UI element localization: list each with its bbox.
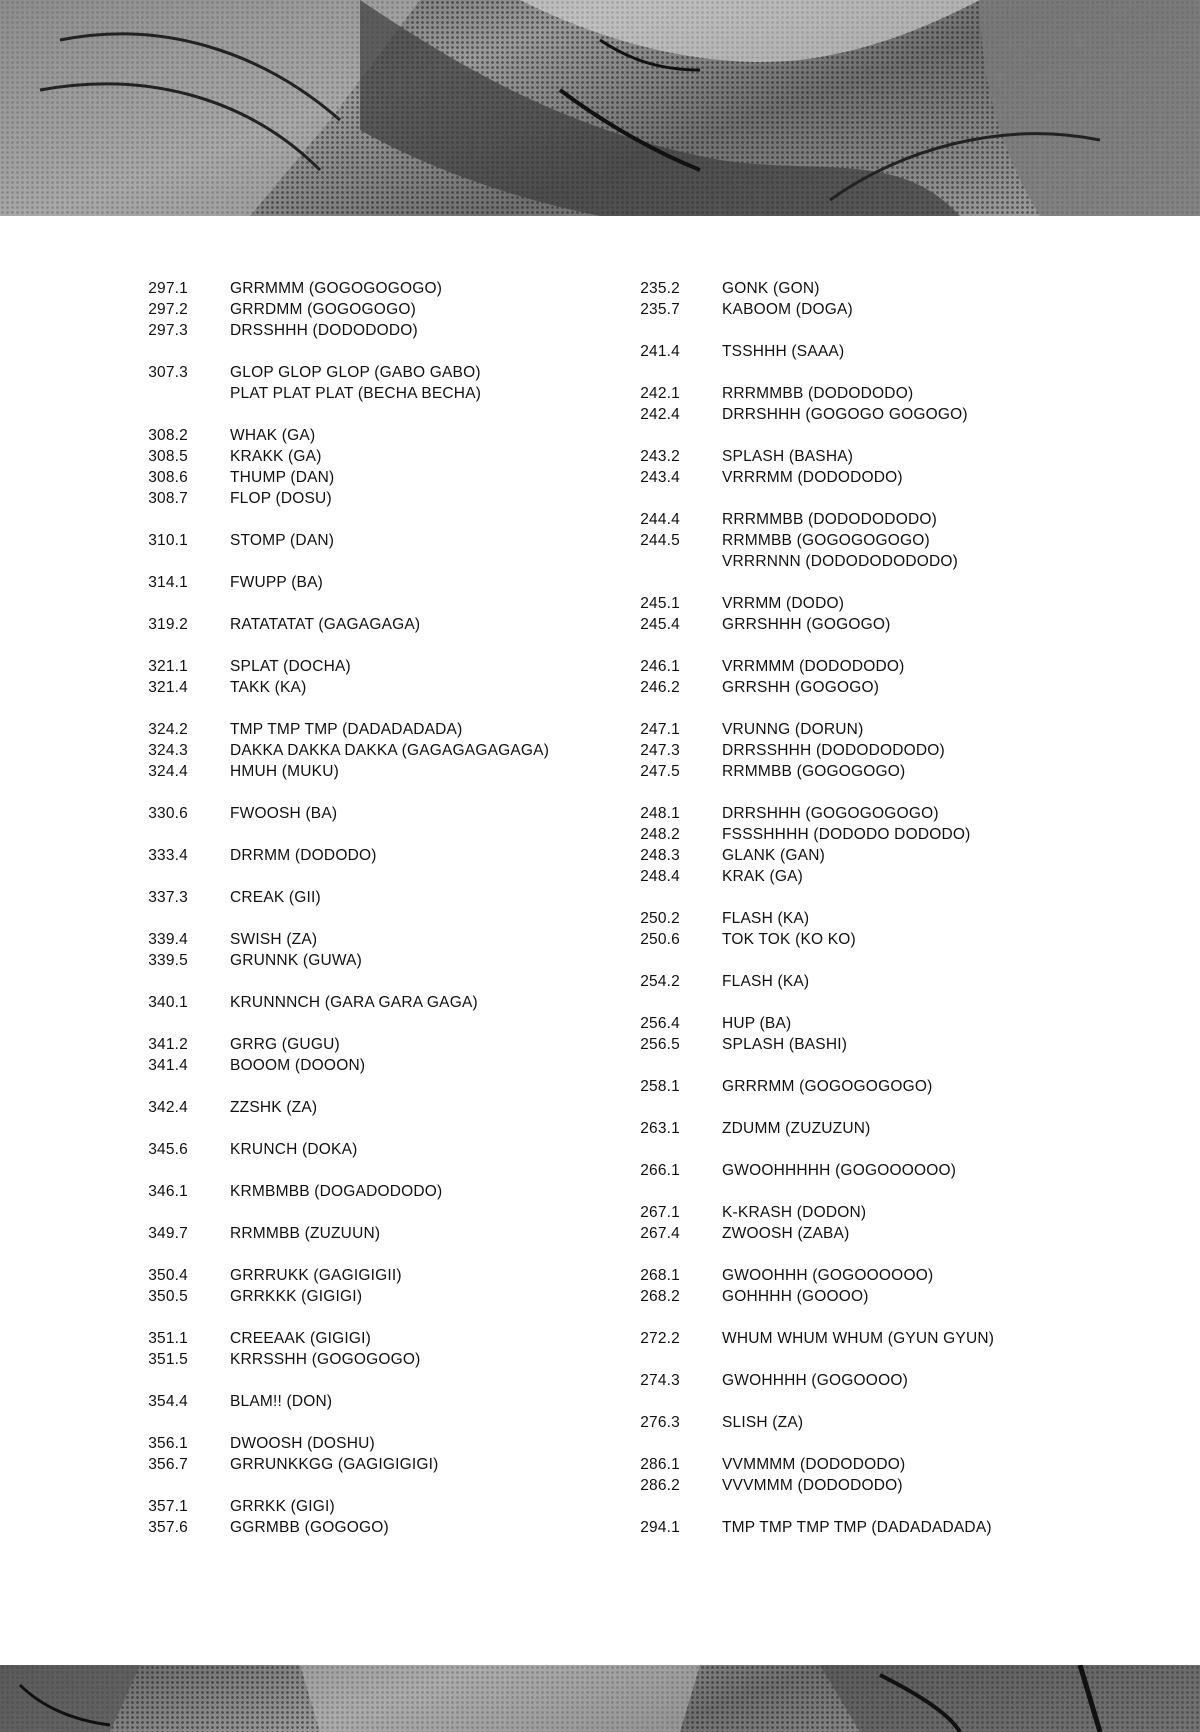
- sfx-entry: [592, 803, 1132, 887]
- page-panel-number: 354.4: [148, 1393, 188, 1410]
- page-panel-number: 246.2: [640, 679, 680, 696]
- sfx-translations: [230, 845, 600, 866]
- page-panel-numbers: [100, 1433, 188, 1475]
- sfx-entry: [592, 719, 1132, 782]
- sfx-translation: BLAM!! (DON): [230, 1393, 333, 1410]
- page-panel-numbers: [592, 1118, 680, 1139]
- sfx-translation: WHAK (GA): [230, 427, 316, 444]
- sfx-translation: TMP TMP TMP TMP (DADADADADA): [722, 1519, 992, 1536]
- page-panel-number: 345.6: [148, 1141, 188, 1158]
- page-panel-number: 324.3: [148, 742, 188, 759]
- sfx-translation: GRRKK (GIGI): [230, 1498, 335, 1515]
- sfx-translation: HMUH (MUKU): [230, 763, 339, 780]
- sfx-translation: KRMBMBB (DOGADODODO): [230, 1183, 443, 1200]
- sfx-translation: GWOOHHH (GOGOOOOOO): [722, 1267, 934, 1284]
- page-panel-numbers: [100, 1391, 188, 1412]
- sfx-translations: [722, 719, 1132, 782]
- page-panel-number: 351.1: [148, 1330, 188, 1347]
- page-panel-number: 340.1: [148, 994, 188, 1011]
- sfx-translation: GWOOHHHHH (GOGOOOOOO): [722, 1162, 957, 1179]
- sfx-entry: [592, 1517, 1132, 1538]
- page-panel-number: 242.4: [640, 406, 680, 423]
- sfx-translation: VVVMMM (DODODODO): [722, 1477, 903, 1494]
- page-panel-numbers: [592, 971, 680, 992]
- sfx-entry: [100, 1034, 600, 1076]
- sfx-translations: [722, 1076, 1132, 1097]
- page-panel-number: 341.2: [148, 1036, 188, 1053]
- page-panel-number: 248.3: [640, 847, 680, 864]
- sfx-entry: [592, 446, 1132, 488]
- sfx-translation: KRAKK (GA): [230, 448, 322, 465]
- bottom-panel-drawing: [0, 1665, 1200, 1732]
- sfx-translations: [722, 971, 1132, 992]
- page-panel-numbers: [100, 1181, 188, 1202]
- page-panel-numbers: [592, 908, 680, 950]
- sfx-entry: [592, 1370, 1132, 1391]
- sfx-translation: FLASH (KA): [722, 973, 810, 990]
- sfx-translation: VRRRNNN (DODODODODODO): [722, 553, 959, 570]
- sfx-translation: RRMMBB (GOGOGOGOGO): [722, 532, 930, 549]
- page-panel-number: 321.1: [148, 658, 188, 675]
- page-panel-number: 308.7: [148, 490, 188, 507]
- page-panel-number: 337.3: [148, 889, 188, 906]
- page-panel-number: 245.1: [640, 595, 680, 612]
- page-panel-number: 350.5: [148, 1288, 188, 1305]
- page-panel-number: 268.1: [640, 1267, 680, 1284]
- page-panel-numbers: [592, 383, 680, 425]
- sfx-entry: [592, 383, 1132, 425]
- page-panel-numbers: [100, 1139, 188, 1160]
- top-manga-panel: [0, 0, 1200, 216]
- sfx-translations: [722, 1265, 1132, 1307]
- sfx-entry: [100, 992, 600, 1013]
- page-panel-number: 339.4: [148, 931, 188, 948]
- sfx-translation: VRUNNG (DORUN): [722, 721, 864, 738]
- sfx-translation: KRUNNNCH (GARA GARA GAGA): [230, 994, 478, 1011]
- page-panel-number: 276.3: [640, 1414, 680, 1431]
- sfx-translation: WHUM WHUM WHUM (GYUN GYUN): [722, 1330, 995, 1347]
- sfx-translation: GRRSHH (GOGOGO): [722, 679, 880, 696]
- sfx-entry: [100, 719, 600, 782]
- page-panel-numbers: [592, 1160, 680, 1181]
- sfx-entry: [100, 1433, 600, 1475]
- sfx-translation: FWUPP (BA): [230, 574, 323, 591]
- sfx-translations: [722, 908, 1132, 950]
- sfx-translations: [722, 656, 1132, 698]
- page-panel-number: 242.1: [640, 385, 680, 402]
- sfx-translation: ZZSHK (ZA): [230, 1099, 318, 1116]
- sfx-translation: ZDUMM (ZUZUZUN): [722, 1120, 871, 1137]
- page-panel-number: 310.1: [148, 532, 188, 549]
- sfx-translation: KABOOM (DOGA): [722, 301, 853, 318]
- page-panel-number: 321.4: [148, 679, 188, 696]
- sfx-translations: [230, 803, 600, 824]
- sfx-translation: K-KRASH (DODON): [722, 1204, 867, 1221]
- sfx-translations: [230, 1034, 600, 1076]
- page-panel-number: 250.6: [640, 931, 680, 948]
- sfx-translation: GRRSHHH (GOGOGO): [722, 616, 891, 633]
- page-panel-number: 263.1: [640, 1120, 680, 1137]
- page-panel-numbers: [592, 1454, 680, 1496]
- sfx-translations: [722, 1118, 1132, 1139]
- sfx-translation: SWISH (ZA): [230, 931, 318, 948]
- page-panel-number: 235.7: [640, 301, 680, 318]
- sfx-translation: GRRDMM (GOGOGOGO): [230, 301, 416, 318]
- page-panel-number: 248.2: [640, 826, 680, 843]
- sfx-entry: [592, 341, 1132, 362]
- sfx-translations: [230, 362, 600, 404]
- page-panel-numbers: [592, 446, 680, 488]
- sfx-translation: KRAK (GA): [722, 868, 804, 885]
- sfx-translation: TAKK (KA): [230, 679, 307, 696]
- sfx-translations: [230, 1496, 600, 1538]
- sfx-translation: VRRMMM (DODODODO): [722, 658, 905, 675]
- sfx-entry: [592, 1118, 1132, 1139]
- sfx-translations: [722, 1370, 1132, 1391]
- sfx-translation: FSSSHHHH (DODODO DODODO): [722, 826, 971, 843]
- sfx-translations: [230, 719, 600, 782]
- sfx-translation: GRRUNKKGG (GAGIGIGIGI): [230, 1456, 439, 1473]
- page-panel-number: 357.1: [148, 1498, 188, 1515]
- sfx-translations: [722, 1160, 1132, 1181]
- sfx-translation: GOHHHH (GOOOO): [722, 1288, 869, 1305]
- sfx-entry: [592, 1328, 1132, 1349]
- sfx-translations: [722, 1412, 1132, 1433]
- page-panel-numbers: [592, 1202, 680, 1244]
- page-panel-numbers: [100, 719, 188, 782]
- sfx-translation: TMP TMP TMP (DADADADADA): [230, 721, 463, 738]
- sfx-translation: DRRMM (DODODO): [230, 847, 377, 864]
- sfx-translation: RRRMMBB (DODODODODO): [722, 511, 937, 528]
- sfx-translations: [230, 1181, 600, 1202]
- sfx-entry: [100, 1139, 600, 1160]
- page-panel-number: 324.4: [148, 763, 188, 780]
- sfx-translation: HUP (BA): [722, 1015, 792, 1032]
- page-panel-number: 250.2: [640, 910, 680, 927]
- page-panel-number: 286.2: [640, 1477, 680, 1494]
- page-panel-number: 244.4: [640, 511, 680, 528]
- sfx-entry: [100, 803, 600, 824]
- sfx-translation: THUMP (DAN): [230, 469, 335, 486]
- page-panel-number: 308.2: [148, 427, 188, 444]
- page-panel-numbers: [592, 1076, 680, 1097]
- page-panel-numbers: [592, 278, 680, 320]
- sfx-translation: KRUNCH (DOKA): [230, 1141, 358, 1158]
- sfx-translations: [722, 446, 1132, 488]
- sfx-translations: [722, 509, 1132, 572]
- sfx-entry: [100, 887, 600, 908]
- page-panel-number: 248.4: [640, 868, 680, 885]
- sfx-entry: [592, 1202, 1132, 1244]
- sfx-translation: RRRMMBB (DODODODO): [722, 385, 914, 402]
- page-panel-number: 256.5: [640, 1036, 680, 1053]
- page-panel-number: 341.4: [148, 1057, 188, 1074]
- sfx-entry: [592, 971, 1132, 992]
- sfx-entry: [592, 593, 1132, 635]
- sfx-translation: GGRMBB (GOGOGO): [230, 1519, 389, 1536]
- page-panel-number: 308.6: [148, 469, 188, 486]
- page-panel-number: 330.6: [148, 805, 188, 822]
- sfx-entry: [100, 362, 600, 404]
- page-panel-number: 243.2: [640, 448, 680, 465]
- sfx-translation: TOK TOK (KO KO): [722, 931, 856, 948]
- sfx-translations: [230, 887, 600, 908]
- sfx-translation: GONK (GON): [722, 280, 820, 297]
- sfx-entry: [592, 1160, 1132, 1181]
- sfx-translation: GRUNNK (GUWA): [230, 952, 363, 969]
- page-panel-number: 235.2: [640, 280, 680, 297]
- page-panel-numbers: [100, 656, 188, 698]
- page-panel-number: 245.4: [640, 616, 680, 633]
- sfx-translation: GLANK (GAN): [722, 847, 825, 864]
- page-panel-number: 294.1: [640, 1519, 680, 1536]
- page-panel-number: [592, 551, 680, 572]
- page-panel-numbers: [592, 719, 680, 782]
- sfx-translation: CREEAAK (GIGIGI): [230, 1330, 371, 1347]
- page-panel-numbers: [100, 530, 188, 551]
- page-panel-numbers: [100, 887, 188, 908]
- sfx-translation: PLAT PLAT PLAT (BECHA BECHA): [230, 385, 482, 402]
- sfx-translations: [722, 1454, 1132, 1496]
- sfx-translation: SPLASH (BASHA): [722, 448, 854, 465]
- sfx-entry: [100, 278, 600, 341]
- page-panel-number: 267.1: [640, 1204, 680, 1221]
- page-panel-number: 314.1: [148, 574, 188, 591]
- sfx-translation: RATATATAT (GAGAGAGA): [230, 616, 421, 633]
- page-panel-number: 254.2: [640, 973, 680, 990]
- page-panel-number: 246.1: [640, 658, 680, 675]
- page-panel-number: 274.3: [640, 1372, 680, 1389]
- page-panel-numbers: [100, 1496, 188, 1538]
- sfx-translations: [722, 341, 1132, 362]
- sfx-entry: [592, 1013, 1132, 1055]
- right-column: [592, 278, 1132, 1538]
- sfx-translation: CREAK (GII): [230, 889, 321, 906]
- page-panel-number: 324.2: [148, 721, 188, 738]
- sfx-translation: FWOOSH (BA): [230, 805, 338, 822]
- page-panel-numbers: [592, 593, 680, 635]
- sfx-translation: GRRRUKK (GAGIGIGII): [230, 1267, 402, 1284]
- page-panel-numbers: [100, 1034, 188, 1076]
- sfx-entry: [592, 278, 1132, 320]
- page-panel-number: 247.1: [640, 721, 680, 738]
- page-panel-numbers: [592, 803, 680, 887]
- page-panel-numbers: [100, 992, 188, 1013]
- sfx-entry: [592, 656, 1132, 698]
- sfx-entry: [100, 1097, 600, 1118]
- sfx-translations: [722, 803, 1132, 887]
- page-panel-number: 272.2: [640, 1330, 680, 1347]
- sfx-translation: SPLASH (BASHI): [722, 1036, 848, 1053]
- sfx-translations: [230, 425, 600, 509]
- sfx-translations: [230, 1097, 600, 1118]
- left-column: [100, 278, 600, 1538]
- sfx-entry: [100, 530, 600, 551]
- page-panel-numbers: [100, 845, 188, 866]
- sfx-translation: FLOP (DOSU): [230, 490, 332, 507]
- page-panel-number: 356.1: [148, 1435, 188, 1452]
- page-panel-number: 319.2: [148, 616, 188, 633]
- sfx-translations: [230, 1328, 600, 1370]
- sfx-translation: DRRSHHH (GOGOGO GOGOGO): [722, 406, 968, 423]
- page-panel-number: 247.5: [640, 763, 680, 780]
- sfx-translation: DRSSHHH (DODODODO): [230, 322, 418, 339]
- sound-effects-index: [0, 278, 1200, 1658]
- page-panel-numbers: [592, 1265, 680, 1307]
- page-panel-number: 297.1: [148, 280, 188, 297]
- sfx-translations: [230, 1139, 600, 1160]
- page-panel-number: 342.4: [148, 1099, 188, 1116]
- sfx-translation: SPLAT (DOCHA): [230, 658, 351, 675]
- page-panel-numbers: [100, 572, 188, 593]
- sfx-translation: VRRRMM (DODODODO): [722, 469, 903, 486]
- page-panel-number: 297.2: [148, 301, 188, 318]
- sfx-translations: [230, 992, 600, 1013]
- page-panel-numbers: [592, 1328, 680, 1349]
- sfx-entry: [100, 614, 600, 635]
- sfx-translations: [230, 929, 600, 971]
- page-panel-numbers: [100, 803, 188, 824]
- page-panel-numbers: [100, 929, 188, 971]
- page-panel-number: 339.5: [148, 952, 188, 969]
- page-panel-numbers: [592, 341, 680, 362]
- page-panel-number: 349.7: [148, 1225, 188, 1242]
- page-panel-numbers: [100, 425, 188, 509]
- page-panel-numbers: [592, 509, 680, 572]
- sfx-translation: TSSHHH (SAAA): [722, 343, 845, 360]
- sfx-translations: [722, 383, 1132, 425]
- page-panel-numbers: [592, 1517, 680, 1538]
- sfx-translation: STOMP (DAN): [230, 532, 335, 549]
- sfx-entry: [100, 572, 600, 593]
- page-panel-numbers: [100, 278, 188, 341]
- page-panel-numbers: [100, 1223, 188, 1244]
- page-panel-number: 241.4: [640, 343, 680, 360]
- sfx-translation: GRRMMM (GOGOGOGOGO): [230, 280, 443, 297]
- sfx-entry: [592, 1412, 1132, 1433]
- sfx-translation: RRMMBB (ZUZUUN): [230, 1225, 381, 1242]
- page-panel-number: 307.3: [148, 364, 188, 381]
- sfx-translation: SLISH (ZA): [722, 1414, 804, 1431]
- sfx-entry: [592, 1265, 1132, 1307]
- sfx-entry: [100, 845, 600, 866]
- page-panel-number: 268.2: [640, 1288, 680, 1305]
- sfx-translation: BOOOM (DOOON): [230, 1057, 366, 1074]
- sfx-translation: GRRRMM (GOGOGOGOGO): [722, 1078, 933, 1095]
- sfx-entry: [592, 1076, 1132, 1097]
- sfx-translation: KRRSSHH (GOGOGOGO): [230, 1351, 421, 1368]
- sfx-translation: DRRSSHHH (DODODODODO): [722, 742, 945, 759]
- sfx-translations: [230, 1433, 600, 1475]
- page-panel-numbers: [100, 614, 188, 635]
- page-panel-number: 350.4: [148, 1267, 188, 1284]
- sfx-translations: [230, 1265, 600, 1307]
- page-panel-numbers: [100, 362, 188, 404]
- bottom-manga-panel: [0, 1665, 1200, 1732]
- sfx-translation: DWOOSH (DOSHU): [230, 1435, 375, 1452]
- sfx-translations: [230, 614, 600, 635]
- sfx-translation: ZWOOSH (ZABA): [722, 1225, 850, 1242]
- sfx-translations: [722, 1328, 1132, 1349]
- page-panel-number: 308.5: [148, 448, 188, 465]
- sfx-translations: [230, 1391, 600, 1412]
- sfx-entry: [100, 656, 600, 698]
- sfx-translations: [722, 1517, 1132, 1538]
- page-panel-number: 256.4: [640, 1015, 680, 1032]
- page-panel-number: 243.4: [640, 469, 680, 486]
- sfx-translation: GRRG (GUGU): [230, 1036, 340, 1053]
- page-panel-number: 297.3: [148, 322, 188, 339]
- sfx-entry: [100, 929, 600, 971]
- page-panel-numbers: [592, 1013, 680, 1055]
- page-panel-number: 266.1: [640, 1162, 680, 1179]
- page-panel-number: 286.1: [640, 1456, 680, 1473]
- page-panel-number: 333.4: [148, 847, 188, 864]
- sfx-translation: GLOP GLOP GLOP (GABO GABO): [230, 364, 481, 381]
- sfx-entry: [100, 1181, 600, 1202]
- sfx-translations: [230, 530, 600, 551]
- page-panel-number: 258.1: [640, 1078, 680, 1095]
- sfx-translations: [722, 593, 1132, 635]
- sfx-entry: [592, 1454, 1132, 1496]
- sfx-translations: [230, 1223, 600, 1244]
- sfx-translations: [722, 1202, 1132, 1244]
- page-panel-number: 346.1: [148, 1183, 188, 1200]
- page-panel-number: 248.1: [640, 805, 680, 822]
- sfx-translation: GWOHHHH (GOGOOOO): [722, 1372, 908, 1389]
- sfx-entry: [100, 1223, 600, 1244]
- sfx-translation: RRMMBB (GOGOGOGO): [722, 763, 906, 780]
- sfx-translation: VRRMM (DODO): [722, 595, 845, 612]
- page-panel-number: 351.5: [148, 1351, 188, 1368]
- sfx-translation: DAKKA DAKKA DAKKA (GAGAGAGAGAGA): [230, 742, 550, 759]
- page-panel-numbers: [100, 1097, 188, 1118]
- sfx-entry: [100, 1265, 600, 1307]
- sfx-entry: [100, 425, 600, 509]
- sfx-translation: FLASH (KA): [722, 910, 810, 927]
- page-panel-numbers: [100, 1265, 188, 1307]
- page-panel-number: 356.7: [148, 1456, 188, 1473]
- sfx-translations: [230, 278, 600, 341]
- page-panel-number: 244.5: [640, 532, 680, 549]
- sfx-entry: [100, 1496, 600, 1538]
- sfx-translation: VVMMMM (DODODODO): [722, 1456, 906, 1473]
- sfx-translations: [722, 278, 1132, 320]
- page-panel-numbers: [592, 656, 680, 698]
- top-panel-drawing: [0, 0, 1200, 216]
- page-panel-number: 267.4: [640, 1225, 680, 1242]
- sfx-translations: [230, 572, 600, 593]
- page-panel-number: 247.3: [640, 742, 680, 759]
- sfx-entry: [592, 908, 1132, 950]
- sfx-entry: [592, 509, 1132, 572]
- page-panel-numbers: [100, 1328, 188, 1370]
- sfx-translation: DRRSHHH (GOGOGOGOGO): [722, 805, 939, 822]
- sfx-entry: [100, 1391, 600, 1412]
- sfx-translations: [230, 656, 600, 698]
- sfx-translations: [722, 1013, 1132, 1055]
- sfx-entry: [100, 1328, 600, 1370]
- page-panel-numbers: [592, 1412, 680, 1433]
- page-panel-number: [100, 383, 188, 404]
- page-panel-number: 357.6: [148, 1519, 188, 1536]
- sfx-translation: GRRKKK (GIGIGI): [230, 1288, 363, 1305]
- page-panel-numbers: [592, 1370, 680, 1391]
